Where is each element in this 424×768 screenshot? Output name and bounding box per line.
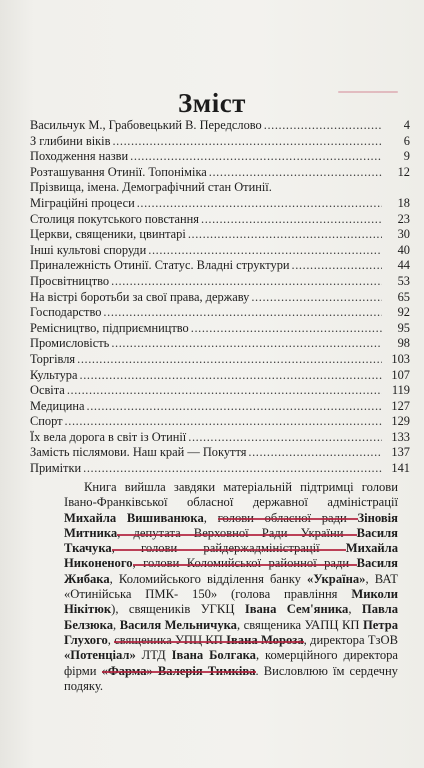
toc-entry: Їх вела дорога в світ із Отинії ..... 133 — [30, 430, 410, 446]
toc-entry: Ремісництво, підприємництво ..... 95 — [30, 321, 410, 337]
acknowledgement-paragraph: Книга вийшла завдяки матеріальній підтримці голови Івано-Франківської обласної державної адміністрації Михайла Вишиванюка, голови обласної ради Зіновія Митника, депутата Верховної Ради України Василя Ткачука, голови райдержадміністрації Михайла Никоненого, голови Коломийської районної ради Василя Жибака, Коломийського відділення банку «Україна», ВАТ «Отинійська ПМК- 150» (голова правління Миколи Нікітюк), священиків УГКЦ Івана Сем'яника, Павла Белзюка, Василя Мельничука, священика УАПЦ КП Петра Глухого, священика УПЦ КП Івана Мороза, директора ТзОВ «Потенціал» ЛТД Івана Болгака, комерційного директора фірми «Фарма» Валерія Тимківа. Висловлюю їм сердечну подяку. — [64, 480, 399, 693]
toc-entry: Освіта ..... 119 — [30, 383, 410, 399]
struck-text: голови обласної ради — [217, 510, 358, 525]
toc-entry: З глибини віків ..... 6 — [30, 134, 410, 150]
toc-entry: Церкви, священики, цвинтарі ..... 30 — [30, 227, 410, 243]
toc-entry: Приналежність Отинії. Статус. Владні структури ..... 44 — [30, 258, 410, 274]
toc-entry: Торгівля ..... 103 — [30, 352, 410, 368]
page-title: Зміст — [178, 88, 246, 118]
struck-text: комерційного директора фірми — [64, 648, 399, 678]
struck-name: Василя Жибака — [64, 556, 398, 586]
toc-entry: Примітки ..... 141 — [30, 461, 410, 477]
toc-entry: Прізвища, імена. Демографічний стан Отинії. Міграційні процеси ..... 18 — [30, 180, 410, 211]
toc-entry: Розташування Отинії. Топоніміка ..... 12 — [30, 165, 410, 181]
struck-text: , голови райдержадміністрації — [111, 541, 346, 556]
toc-entry: Промисловість ..... 98 — [30, 336, 410, 352]
toc-entry: Васильчук М., Грабовецький В. Передслово ..... 4 — [30, 118, 410, 134]
struck-name: Михайла Никоненого — [64, 541, 398, 571]
toc-entry: Медицина ..... 127 — [30, 399, 410, 415]
toc-entry: Походження назви ..... 9 — [30, 149, 410, 165]
toc-entry: На вістрі боротьби за свої права, державу ..... 65 — [30, 290, 410, 306]
toc-entry: Столиця покутського повстання ..... 23 — [30, 212, 410, 228]
struck-name: Івана Мороза — [226, 632, 304, 647]
struck-name: Василя Ткачука — [64, 525, 398, 556]
toc-entry: Замість післямови. Наш край — Покуття ..... 137 — [30, 445, 410, 461]
toc-entry: Господарство ..... 92 — [30, 305, 410, 321]
toc-entry: Просвітництво ..... 53 — [30, 274, 410, 290]
struck-text: священика УПЦ КП — [114, 632, 227, 647]
toc-entry: Спорт ..... 129 — [30, 414, 410, 430]
toc-entry: Інші культові споруди ..... 40 — [30, 243, 410, 259]
struck-name: «Фарма» Валерія Тимківа — [101, 663, 256, 678]
struck-name: Зіновія Митника — [64, 510, 398, 540]
struck-text: , депутата Верховної Ради України — [117, 525, 357, 540]
toc-entry: Культура ..... 107 — [30, 368, 410, 384]
table-of-contents — [30, 118, 410, 477]
struck-text: , голови Коломийської районної ради — [132, 556, 357, 571]
